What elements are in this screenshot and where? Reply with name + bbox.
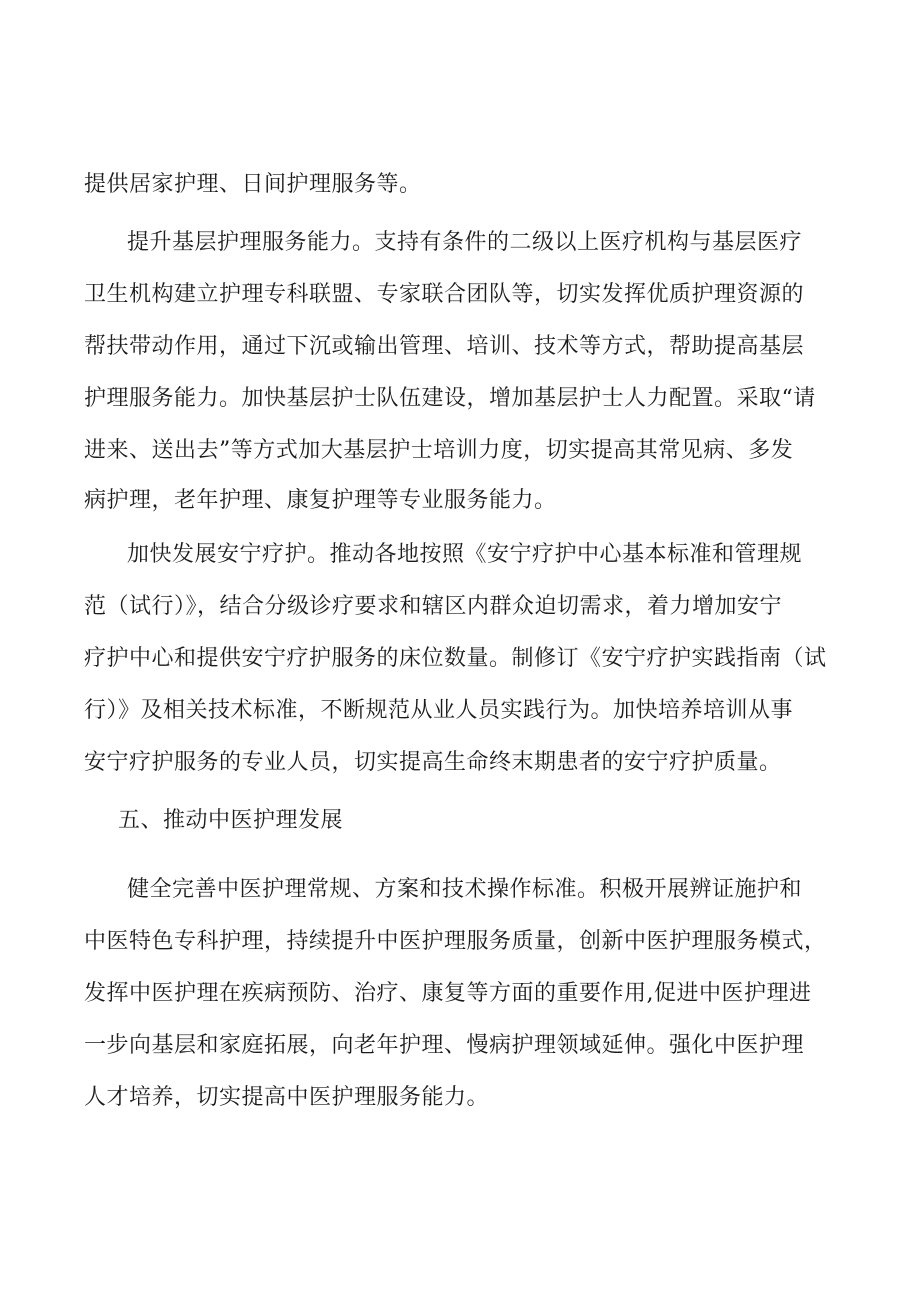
- paragraph-2-line-6: 病护理，老年护理、康复护理等专业服务能力。: [84, 488, 557, 513]
- paragraph-2-line-2: 卫生机构建立护理专科联盟、专家联合团队等，切实发挥优质护理资源的: [84, 282, 805, 307]
- paragraph-3-line-2: 范（试行）》，结合分级诊疗要求和辖区内群众迫切需求，着力增加安宁: [84, 594, 783, 619]
- paragraph-2-line-3: 帮扶带动作用，通过下沉或输出管理、培训、技术等方式，帮助提高基层: [84, 334, 805, 359]
- section-heading: 五、推动中医护理发展: [118, 808, 344, 833]
- paragraph-4-line-2: 中医特色专科护理，持续提升中医护理服务质量，创新中医护理服务模式，: [84, 929, 827, 954]
- paragraph-3-line-1: 加快发展安宁疗护。推动各地按照《安宁疗护中心基本标准和管理规: [127, 542, 803, 567]
- paragraph-4-line-3: 发挥中医护理在疾病预防、治疗、康复等方面的重要作用,促进中医护理进: [84, 981, 812, 1006]
- paragraph-3-line-4: 行）》及相关技术标准，不断规范从业人员实践行为。加快培养培训从事: [84, 698, 794, 723]
- paragraph-4-line-1: 健全完善中医护理常规、方案和技术操作标准。积极开展辨证施护和: [127, 877, 803, 902]
- paragraph-4-line-4: 一步向基层和家庭拓展，向老年护理、慢病护理领域延伸。强化中医护理: [84, 1033, 805, 1058]
- paragraph-2-line-4: 护理服务能力。加快基层护士队伍建设，增加基层护士人力配置。采取“请: [84, 386, 816, 411]
- paragraph-3-line-3: 疗护中心和提供安宁疗护服务的床位数量。制修订《安宁疗护实践指南（试: [84, 646, 827, 671]
- paragraph-2-line-5: 进来、送出去”等方式加大基层护士培训力度，切实提高其常见病、多发: [84, 438, 794, 463]
- paragraph-4-line-5: 人才培养，切实提高中医护理服务能力。: [84, 1085, 490, 1110]
- paragraph-2-line-1: 提升基层护理服务能力。支持有条件的二级以上医疗机构与基层医疗: [127, 230, 803, 255]
- paragraph-1-line-1: 提供居家护理、日间护理服务等。: [84, 172, 422, 197]
- paragraph-3-line-5: 安宁疗护服务的专业人员，切实提高生命终末期患者的安宁疗护质量。: [84, 750, 782, 775]
